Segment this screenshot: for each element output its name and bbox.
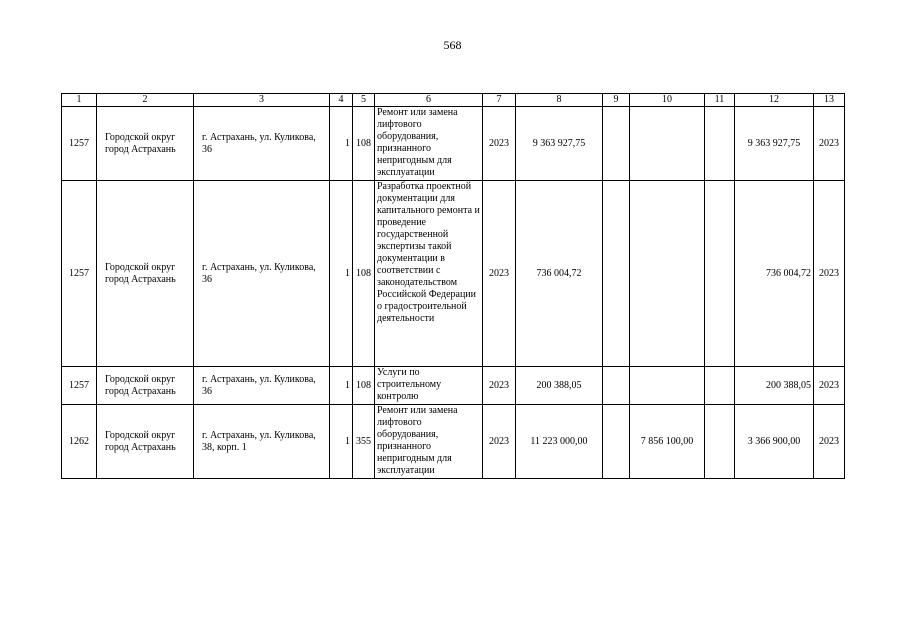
capital-repair-table bbox=[61, 93, 845, 479]
cell-col12: 736 004,72 bbox=[735, 181, 814, 367]
work-type-cell: Ремонт или замена лифтового оборудования, признанного непригодным для эксплуатации bbox=[375, 107, 483, 181]
total-cost-cell: 200 388,05 bbox=[516, 367, 603, 405]
cell-col5: 355 bbox=[353, 405, 375, 479]
cell-col13: 2023 bbox=[814, 107, 845, 181]
address-cell: г. Астрахань, ул. Куликова, 36 bbox=[194, 367, 330, 405]
municipality-cell: Городской округ город Астрахань bbox=[97, 367, 194, 405]
cell-col11 bbox=[705, 405, 735, 479]
column-header: 5 bbox=[353, 94, 375, 107]
cell-col5: 108 bbox=[353, 107, 375, 181]
total-cost-cell: 11 223 000,00 bbox=[516, 405, 603, 479]
municipality-cell: Городской округ город Астрахань bbox=[97, 405, 194, 479]
address-cell: г. Астрахань, ул. Куликова, 38, корп. 1 bbox=[194, 405, 330, 479]
table-row bbox=[62, 181, 845, 367]
table-row bbox=[62, 367, 845, 405]
cell-col5: 108 bbox=[353, 181, 375, 367]
cell-col4: 1 bbox=[330, 405, 353, 479]
year-cell: 2023 bbox=[483, 181, 516, 367]
cell-col10 bbox=[630, 367, 705, 405]
cell-col9 bbox=[603, 405, 630, 479]
address-cell: г. Астрахань, ул. Куликова, 36 bbox=[194, 181, 330, 367]
cell-col13: 2023 bbox=[814, 405, 845, 479]
column-header: 12 bbox=[735, 94, 814, 107]
total-cost-cell: 736 004,72 bbox=[516, 181, 603, 367]
table-row bbox=[62, 107, 845, 181]
cell-col4: 1 bbox=[330, 107, 353, 181]
row-number: 1262 bbox=[62, 405, 97, 479]
cell-col11 bbox=[705, 367, 735, 405]
column-header: 1 bbox=[62, 94, 97, 107]
municipality-cell: Городской округ город Астрахань bbox=[97, 181, 194, 367]
cell-col11 bbox=[705, 181, 735, 367]
column-header: 2 bbox=[97, 94, 194, 107]
cell-col12: 9 363 927,75 bbox=[735, 107, 814, 181]
column-header: 3 bbox=[194, 94, 330, 107]
cell-col9 bbox=[603, 367, 630, 405]
cell-col12: 3 366 900,00 bbox=[735, 405, 814, 479]
page-number: 568 bbox=[443, 38, 462, 52]
column-header: 6 bbox=[375, 94, 483, 107]
cell-col12: 200 388,05 bbox=[735, 367, 814, 405]
cell-col9 bbox=[603, 181, 630, 367]
cell-col5: 108 bbox=[353, 367, 375, 405]
year-cell: 2023 bbox=[483, 405, 516, 479]
row-number: 1257 bbox=[62, 367, 97, 405]
cell-col10 bbox=[630, 107, 705, 181]
table-row bbox=[62, 405, 845, 479]
total-cost-cell: 9 363 927,75 bbox=[516, 107, 603, 181]
municipality-cell: Городской округ город Астрахань bbox=[97, 107, 194, 181]
column-header: 7 bbox=[483, 94, 516, 107]
year-cell: 2023 bbox=[483, 107, 516, 181]
cell-col9 bbox=[603, 107, 630, 181]
cell-col10 bbox=[630, 181, 705, 367]
address-cell: г. Астрахань, ул. Куликова, 36 bbox=[194, 107, 330, 181]
cell-col4: 1 bbox=[330, 367, 353, 405]
column-number-row bbox=[62, 94, 845, 107]
work-type-cell: Ремонт или замена лифтового оборудования, признанного непригодным для эксплуатации bbox=[375, 405, 483, 479]
column-header: 9 bbox=[603, 94, 630, 107]
column-header: 10 bbox=[630, 94, 705, 107]
cell-col13: 2023 bbox=[814, 367, 845, 405]
cell-col4: 1 bbox=[330, 181, 353, 367]
cell-col13: 2023 bbox=[814, 181, 845, 367]
work-type-cell: Услуги по строительному контролю bbox=[375, 367, 483, 405]
year-cell: 2023 bbox=[483, 367, 516, 405]
row-number: 1257 bbox=[62, 181, 97, 367]
row-number: 1257 bbox=[62, 107, 97, 181]
column-header: 11 bbox=[705, 94, 735, 107]
cell-col11 bbox=[705, 107, 735, 181]
column-header: 4 bbox=[330, 94, 353, 107]
work-type-cell: Разработка проектной документации для капитального ремонта и проведение государственной экспертизы такой документации в соответствии с законодательством Российской Федерации о градостроительной деятельности bbox=[375, 181, 483, 367]
column-header: 8 bbox=[516, 94, 603, 107]
cell-col10: 7 856 100,00 bbox=[630, 405, 705, 479]
column-header: 13 bbox=[814, 94, 845, 107]
